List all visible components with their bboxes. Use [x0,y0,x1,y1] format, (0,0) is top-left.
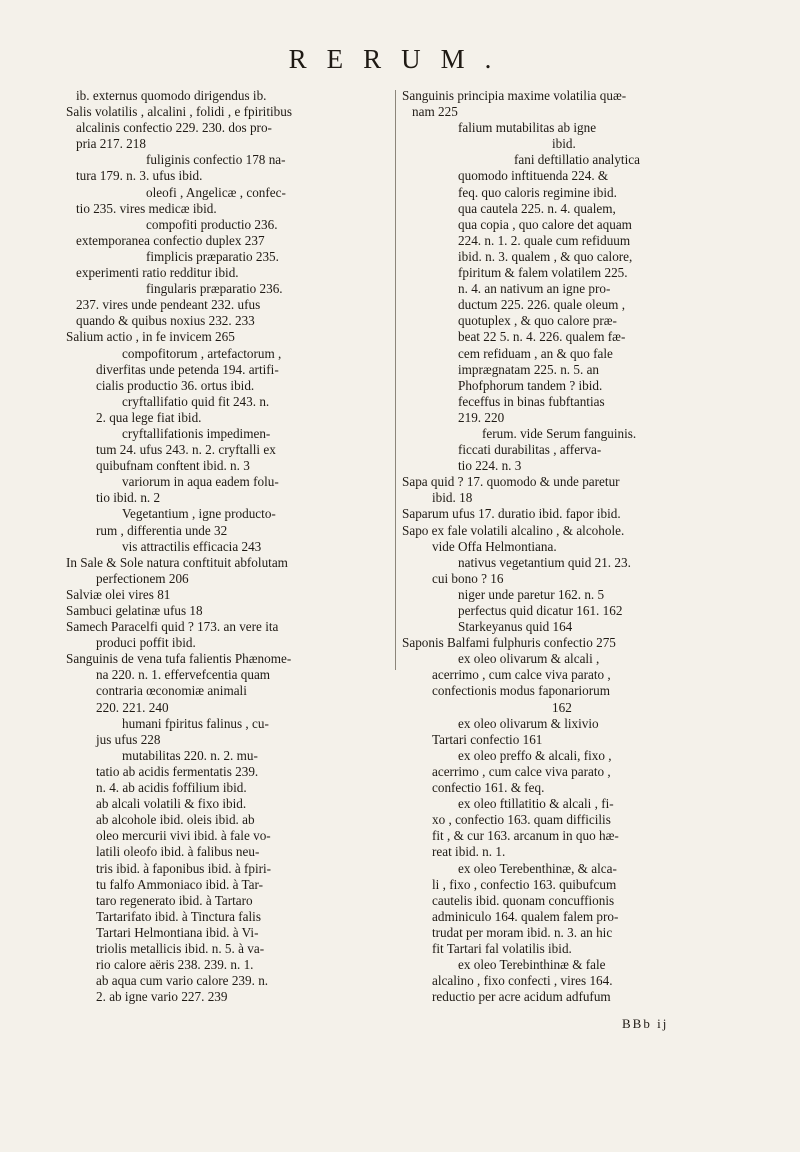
index-entry-line: na 220. n. 1. effervefcentia quam [96,667,271,683]
index-entry-line: tio 224. n. 3 [458,458,522,474]
index-entry-line: trudat per moram ibid. n. 3. an hic [432,924,613,940]
index-entry-line: cem refiduam , an & quo fale [458,345,613,361]
index-entry-line: fimplicis præparatio 235. [146,248,279,264]
index-entry-line: confectio 161. & feq. [432,780,545,796]
index-entry-line: acerrimo , cum calce viva parato , [432,667,611,683]
index-entry-line: falium mutabilitas ab igne [458,120,597,136]
index-entry-line: Sapo ex fale volatili alcalino , & alcohole. [402,522,625,538]
index-entry-line: 162 [552,699,572,715]
index-entry-line: fit Tartari fal volatilis ibid. [432,940,572,956]
index-entry-line: perfectionem 206 [96,570,189,586]
index-entry-line: cialis productio 36. ortus ibid. [96,377,255,393]
index-entry-line: 219. 220 [458,409,505,425]
index-entry-line: extemporanea confectio duplex 237 [76,232,265,248]
index-entry-line: tu falfo Ammoniaco ibid. à Tar- [96,876,264,892]
index-entry-line: 2. qua lege fiat ibid. [96,409,202,425]
index-entry-line: fingularis præparatio 236. [146,281,283,297]
index-entry-line: ab aqua cum vario calore 239. n. [96,973,269,989]
index-entry-line: Salis volatilis , alcalini , folidi , e fpiritibus [66,104,292,120]
index-entry-line: ex oleo olivarum & alcali , [458,651,600,667]
index-entry-line: xo , confectio 163. quam difficilis [432,812,611,828]
index-entry-line: nam 225 [412,104,458,120]
index-entry-line: rum , differentia unde 32 [96,522,228,538]
index-entry-line: nativus vegetantium quid 21. 23. [458,554,631,570]
index-entry-line: quando & quibus noxius 232. 233 [76,313,255,329]
index-entry-line: qua cautela 225. n. 4. qualem, [458,200,616,216]
index-entry-line: contraria œconomiæ animali [96,683,247,699]
index-entry-line: Starkeyanus quid 164 [458,619,573,635]
index-entry-line: diverfitas unde petenda 194. artifi- [96,361,279,377]
index-entry-line: beat 22 5. n. 4. 226. qualem fæ- [458,329,626,345]
left-index-column [66,88,392,1005]
index-entry-line: ibid. n. 3. qualem , & quo calore, [458,248,633,264]
index-entry-line: Saparum ufus 17. duratio ibid. fapor ibid. [402,506,621,522]
index-entry-line: vis attractilis efficacia 243 [122,538,262,554]
running-header: RERUM. [288,44,512,74]
index-entry-line: variorum in aqua eadem folu- [122,474,279,490]
index-entry-line: imprægnatam 225. n. 5. an [458,361,600,377]
index-entry-line: ab alcali volatili & fixo ibid. [96,796,247,812]
index-entry-line: vide Offa Helmontiana. [432,538,557,554]
index-entry-line: 224. n. 1. 2. quale cum refiduum [458,232,631,248]
index-entry-line: tio 235. vires medicæ ibid. [76,200,217,216]
index-entry-line: feceffus in binas fubftantias [458,393,605,409]
index-entry-line: 237. vires unde pendeant 232. ufus [76,297,261,313]
index-entry-line: reat ibid. n. 1. [432,844,506,860]
index-entry-line: cautelis ibid. quonam concuffionis [432,892,615,908]
index-entry-line: Sapa quid ? 17. quomodo & unde paretur [402,474,620,490]
index-entry-line: triolis metallicis ibid. n. 5. à va- [96,940,265,956]
index-entry-line: ib. externus quomodo dirigendus ib. [76,88,267,103]
index-entry-line: tatio ab acidis fermentatis 239. [96,763,259,779]
index-entry-line: quotuplex , & quo calore præ- [458,313,617,329]
index-entry-line: ductum 225. 226. quale oleum , [458,297,626,313]
index-entry-line: ab alcohole ibid. oleis ibid. ab [96,812,255,828]
index-entry-line: ex oleo olivarum & lixivio [458,715,599,731]
index-entry-line: 2. ab igne vario 227. 239 [96,989,228,1005]
index-entry-line: ibid. [552,136,576,152]
index-entry-line: pria 217. 218 [76,136,146,152]
index-entry-line: humani fpiritus falinus , cu- [122,715,269,731]
index-entry-line: adminiculo 164. qualem falem pro- [432,908,619,924]
index-entry-line: Salium actio , in fe invicem 265 [66,329,235,345]
index-entry-line: cui bono ? 16 [432,570,504,586]
index-entry-line: fit , & cur 163. arcanum in quo hæ- [432,828,619,844]
index-entry-line: n. 4. an nativum an igne pro- [458,281,611,297]
index-entry-line: taro regenerato ibid. à Tartaro [96,892,253,908]
index-entry-line: experimenti ratio redditur ibid. [76,265,239,281]
index-entry-line: feq. quo caloris regimine ibid. [458,184,617,200]
index-entry-line: fani deftillatio analytica [514,152,640,168]
index-entry-line: tris ibid. à faponibus ibid. à fpiri- [96,860,272,876]
index-entry-line: ex oleo preffo & alcali, fixo , [458,747,612,763]
index-entry-line: tura 179. n. 3. ufus ibid. [76,168,203,184]
index-entry-line: ex oleo Terebenthinæ, & alca- [458,860,617,876]
index-entry-line: quibufnam conftent ibid. n. 3 [96,458,250,474]
column-divider [395,90,396,670]
index-entry-line: cryftallifationis impedimen- [122,425,271,441]
index-entry-line: Tartari Helmontiana ibid. à Vi- [96,924,259,940]
index-entry-line: oleo mercurii vivi ibid. à fale vo- [96,828,271,844]
index-entry-line: quomodo inftituenda 224. & [458,168,609,184]
index-entry-line: oleofi , Angelicæ , confec- [146,184,286,200]
index-entry-line: jus ufus 228 [96,731,161,747]
index-entry-line: Samech Paracelfi quid ? 173. an vere ita [66,619,279,635]
right-index-column [402,88,730,1005]
index-entry-line: Phofphorum tandem ? ibid. [458,377,603,393]
index-entry-line: ex oleo ftillatitio & alcali , fi- [458,796,614,812]
index-entry-line: alcalino , fixo confecti , vires 164. [432,973,613,989]
index-entry-line: perfectus quid dicatur 161. 162 [458,603,623,618]
index-entry-line: Vegetantium , igne producto- [122,506,276,522]
index-entry-line: latili oleofo ibid. à falibus neu- [96,844,260,860]
index-entry-line: fpiritum & falem volatilem 225. [458,265,628,281]
index-entry-line: confectionis modus faponariorum [432,683,610,699]
index-entry-line: alcalinis confectio 229. 230. dos pro- [76,120,272,136]
index-entry-line: ibid. 18 [432,490,473,506]
index-entry-line: mutabilitas 220. n. 2. mu- [122,747,258,763]
index-entry-line: ex oleo Terebinthinæ & fale [458,957,606,973]
index-entry-line: acerrimo , cum calce viva parato , [432,763,611,779]
index-entry-line: reductio per acre acidum adfufum [432,989,611,1005]
index-entry-line: Sanguinis principia maxime volatilia quæ- [402,88,627,103]
index-entry-line: ficcati durabilitas , afferva- [458,442,602,458]
index-entry-line: Tartari confectio 161 [432,731,543,747]
index-entry-line: n. 4. ab acidis foffilium ibid. [96,780,247,796]
signature-mark: BBb ij [622,1016,669,1031]
index-entry-line: compofitorum , artefactorum , [122,345,282,361]
index-entry-line: Sambuci gelatinæ ufus 18 [66,603,203,618]
index-entry-line: Saponis Balfami fulphuris confectio 275 [402,635,616,651]
index-entry-line: tum 24. ufus 243. n. 2. cryftalli ex [96,442,276,458]
index-entry-line: tio ibid. n. 2 [96,490,161,506]
index-entry-line: cryftallifatio quid fit 243. n. [122,393,270,409]
index-entry-line: niger unde paretur 162. n. 5 [458,586,605,602]
index-entry-line: rio calore aëris 238. 239. n. 1. [96,957,254,973]
index-entry-line: compofiti productio 236. [146,216,278,232]
index-entry-line: ferum. vide Serum fanguinis. [482,425,637,441]
index-entry-line: qua copia , quo calore det aquam [458,216,632,232]
index-entry-line: li , fixo , confectio 163. quibufcum [432,876,617,892]
index-entry-line: Tartarifato ibid. à Tinctura falis [96,908,261,924]
index-entry-line: Sanguinis de vena tufa falientis Phænome- [66,651,292,667]
index-entry-line: In Sale & Sole natura conftituit abfolutam [66,554,288,570]
index-entry-line: produci poffit ibid. [96,635,196,651]
index-entry-line: fuliginis confectio 178 na- [146,152,286,168]
index-entry-line: Salviæ olei vires 81 [66,586,171,602]
index-entry-line: 220. 221. 240 [96,699,169,715]
